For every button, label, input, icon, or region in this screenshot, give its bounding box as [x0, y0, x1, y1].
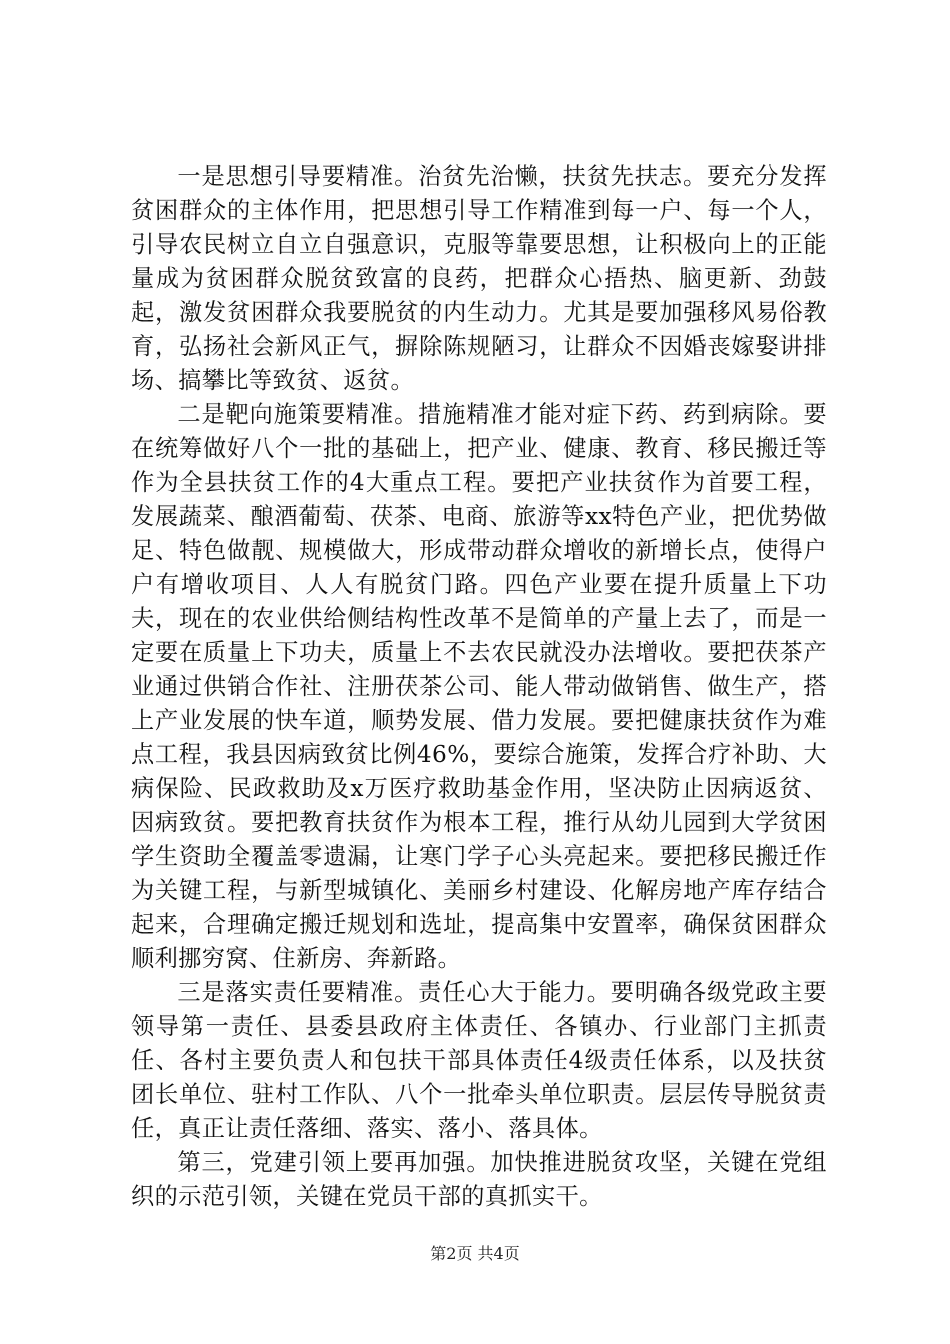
paragraph-responsibility: 三是落实责任要精准。责任心大于能力。要明确各级党政主要领导第一责任、县委县政府主体责任、各镇办、行业部门主抓责任、各村主要负责人和包扶干部具体责任4级责任体系，以及扶贫团长单位、驻村工作队、八个一批牵头单位职责。层层传导脱贫责任，真正让责任落细、落实、落小、落具体。	[131, 979, 827, 1142]
document-body	[131, 160, 827, 1214]
page-footer: 第2页 共4页	[430, 1244, 520, 1263]
paragraph-party-building: 第三，党建引领上要再加强。加快推进脱贫攻坚，关键在党组织的示范引领，关键在党员干部的真抓实干。	[131, 1149, 827, 1210]
paragraph-targeted-policy: 二是靶向施策要精准。措施精准才能对症下药、药到病除。要在统筹做好八个一批的基础上，把产业、健康、教育、移民搬迁等作为全县扶贫工作的4大重点工程。要把产业扶贫作为首要工程，发展蔬菜、酿酒葡萄、茯茶、电商、旅游等xx特色产业，把优势做足、特色做靓、规模做大，形成带动群众增收的新增长点，使得户户有增收项目、人人有脱贫门路。四色产业要在提升质量上下功夫，现在的农业供给侧结构性改革不是简单的产量上去了，而是一定要在质量上下功夫，质量上不去农民就没办法增收。要把茯茶产业通过供销合作社、注册茯茶公司、能人带动做销售、做生产，搭上产业发展的快车道，顺势发展、借力发展。要把健康扶贫作为难点工程，我县因病致贫比例46%，要综合施策，发挥合疗补助、大病保险、民政救助及x万医疗救助基金作用，坚决防止因病返贫、因病致贫。要把教育扶贫作为根本工程，推行从幼儿园到大学贫困学生资助全覆盖零遗漏，让寒门学子心头亮起来。要把移民搬迁作为关键工程，与新型城镇化、美丽乡村建设、化解房地产库存结合起来，合理确定搬迁规划和选址，提高集中安置率，确保贫困群众顺利挪穷窝、住新房、奔新路。	[131, 401, 827, 972]
paragraph-ideological-guidance: 一是思想引导要精准。治贫先治懒，扶贫先扶志。要充分发挥贫困群众的主体作用，把思想引导工作精准到每一户、每一个人，引导农民树立自立自强意识，克服等靠要思想，让积极向上的正能量成为贫困群众脱贫致富的良药，把群众心捂热、脑更新、劲鼓起，激发贫困群众我要脱贫的内生动力。尤其是要加强移风易俗教育，弘扬社会新风正气，摒除陈规陋习，让群众不因婚丧嫁娶讲排场、搞攀比等致贫、返贫。	[131, 163, 827, 394]
